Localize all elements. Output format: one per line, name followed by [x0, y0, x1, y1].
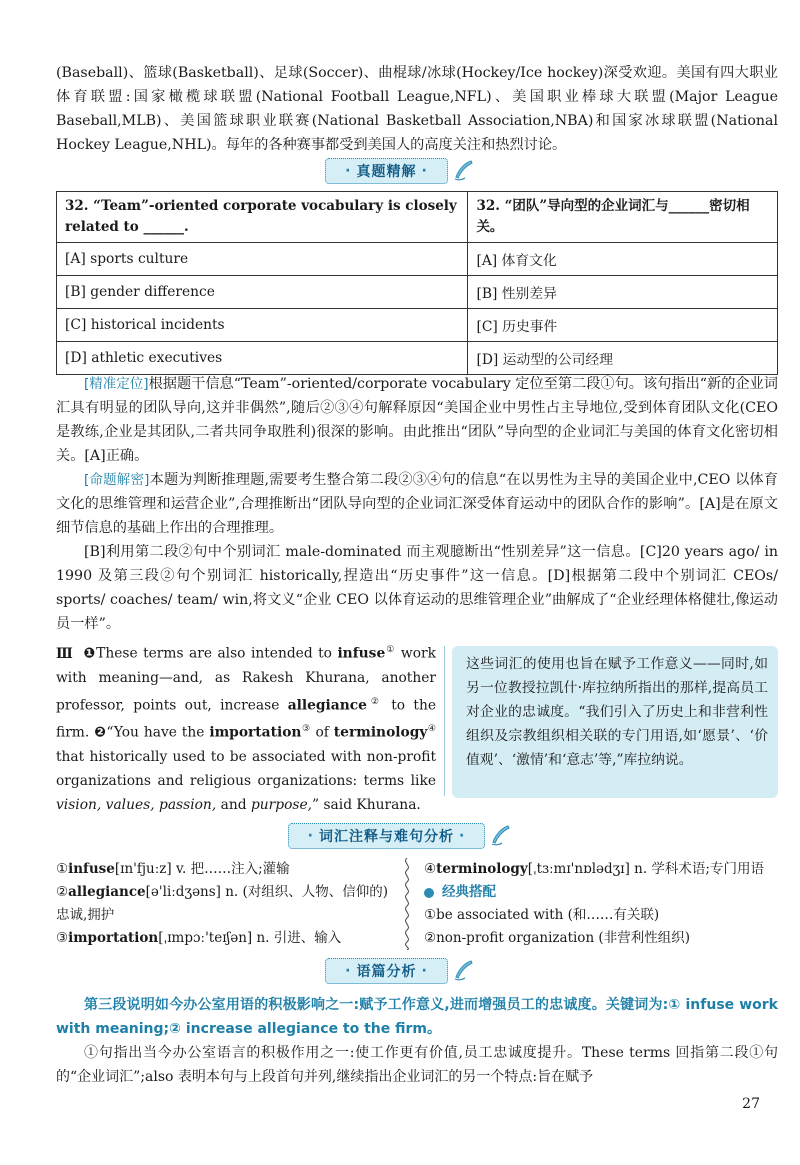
passage-divider [444, 646, 445, 796]
paragraph-roman-numeral: Ⅲ [56, 645, 74, 662]
page-number: 27 [742, 1096, 760, 1112]
option-d-en: [D] athletic executives [57, 342, 468, 375]
spiral-divider-icon [398, 858, 416, 950]
quill-icon [451, 959, 475, 983]
collocation-heading: 经典搭配 [424, 881, 780, 904]
decode-paragraph: [命题解密]本题为判断推理题,需要考生整合第二段②③④句的信息“在以男性为主导的美国企业中,CEO 以体育文化的思维管理和运营企业”,合理推断出“团队导向型的企业词汇深受体育运动中的团队合作的影响”。[A]是在原文细节信息的基础上作出的合理推理。 [56, 472, 778, 536]
option-row-a [57, 243, 778, 276]
option-d-zh: [D] 运动型的公司经理 [468, 342, 778, 375]
vocab-list-right [424, 858, 780, 950]
option-c-en: [C] historical incidents [57, 309, 468, 342]
section-label-box: · 语篇分析 · [325, 958, 448, 984]
section-header-real-questions [0, 158, 800, 184]
intro-paragraph: (Baseball)、篮球(Basketball)、足球(Soccer)、曲棍球/冰球(Hockey/Ice hockey)深受欢迎。美国有四大职业体育联盟:国家橄榄球联盟(National Football League,NFL)、美国职业棒球大联盟(Major League Baseball,MLB)、美国篮球职业联赛(National Basketball Association,NBA)和国家冰球联盟(National Hockey League,NHL)。每年的各种赛事都受到美国人的高度关注和热烈讨论。 [56, 65, 778, 153]
keyword-terminology: terminology [333, 724, 428, 741]
option-a-zh: [A] 体育文化 [468, 243, 778, 276]
quill-icon [451, 159, 475, 183]
option-a-en: [A] sports culture [57, 243, 468, 276]
vocab-item: ④terminology[ˌtɜːmɪ'nɒlədʒɪ] n. 学科术语;专门用语 [424, 861, 764, 877]
collocation-item: ①be associated with (和……有关联) [424, 907, 660, 923]
vocab-item: ②allegiance[ə'liːdʒəns] n. (对组织、人物、信仰的)忠诚,拥护 [56, 884, 389, 923]
section-header-vocab [0, 823, 800, 849]
quill-icon [488, 824, 512, 848]
option-row-c [57, 309, 778, 342]
keyword-infuse: infuse [337, 645, 386, 662]
decode-tag: [命题解密] [84, 472, 150, 488]
keyword-importation: importation [209, 724, 302, 741]
analysis-body: ①句指出当今办公室语言的积极作用之一:使工作更有价值,员工忠诚度提升。These terms 回指第二段①句的“企业词汇”;also 表明本句与上段首句并列,继续指出企业词汇的另一个特点:旨在赋予 [56, 1045, 778, 1085]
distractor-paragraph: [B]利用第二段②句中个别词汇 male-dominated 而主观臆断出“性别差异”这一信息。[C]20 years ago/ in 1990 及第三段②句个别词汇 historically,捏造出“历史事件”这一信息。[D]根据第二段中个别词汇 CEOs/ sports/ coaches/ team/ win,将文义“企业 CEO 以体育运动的思维管理企业”曲解成了“企业经理体格健壮,像运动员一样”。 [56, 544, 778, 632]
option-c-zh: [C] 历史事件 [468, 309, 778, 342]
vocab-item: ③importation[ˌɪmpɔː'teɪʃən] n. 引进、输入 [56, 930, 342, 946]
section-header-analysis [0, 958, 800, 984]
vocab-list-left [56, 858, 396, 950]
bullet-icon [424, 888, 434, 898]
option-row-b [57, 276, 778, 309]
locate-tag: [精准定位] [84, 376, 149, 392]
question-table [56, 191, 778, 375]
question-stem-en: 32. “Team”-oriented corporate vocabulary is closely related to ______. [57, 192, 468, 243]
option-row-d [57, 342, 778, 375]
passage-english: Ⅲ ❶These terms are also intended to infuse① work with meaning—and, as Rakesh Khurana, another professor, points out, increase allegiance② to the firm. ❷“You have the importation③ of terminology④ that historically used to be associated with non-profit organizations and religious organizations: terms like vision, values, passion, and purpose,” said Khurana. [56, 645, 436, 813]
vocab-item: ①infuse[ɪn'fjuːz] v. 把……注入;灌输 [56, 861, 290, 877]
section-label: 真题精解 [356, 164, 417, 180]
passage-translation: 这些词汇的使用也旨在赋予工作意义——同时,如另一位教授拉凯什·库拉纳所指出的那样,提高员工对企业的忠诚度。“我们引入了历史上和非营利性组织及宗教组织相关联的专门用语,如‘愿景’、‘价值观’、‘激情’和‘意志’等,”库拉纳说。 [452, 646, 778, 798]
question-stem-row [57, 192, 778, 243]
section-label-box: · 词汇注释与难句分析 · [288, 823, 486, 849]
question-stem-zh: 32. “团队”导向型的企业词汇与______密切相关。 [468, 192, 778, 243]
locate-paragraph: [精准定位]根据题干信息“Team”-oriented/corporate vocabulary 定位至第二段①句。该句指出“新的企业词汇具有明显的团队导向,这并非偶然”,随后②③④句解释原因“美国企业中男性占主导地位,受到体育团队文化(CEO 是教练,企业是其团队,二者共同争取胜利)很深的影响。由此推出“团队”导向型的企业词汇与美国的体育文化密切相关。[A]正确。 [56, 376, 778, 464]
option-b-zh: [B] 性别差异 [468, 276, 778, 309]
keyword-allegiance: allegiance [287, 697, 367, 714]
section-label-box: · 真题精解 · [325, 158, 448, 184]
option-b-en: [B] gender difference [57, 276, 468, 309]
analysis-summary: 第三段说明如今办公室用语的积极影响之一:赋予工作意义,进而增强员工的忠诚度。关键词为:① infuse work with meaning;② increase allegiance to the firm。 [56, 997, 778, 1037]
collocation-item: ②non-profit organization (非营利性组织) [424, 930, 690, 946]
section-label: 语篇分析 [356, 964, 417, 980]
section-label: 词汇注释与难句分析 [319, 829, 454, 845]
